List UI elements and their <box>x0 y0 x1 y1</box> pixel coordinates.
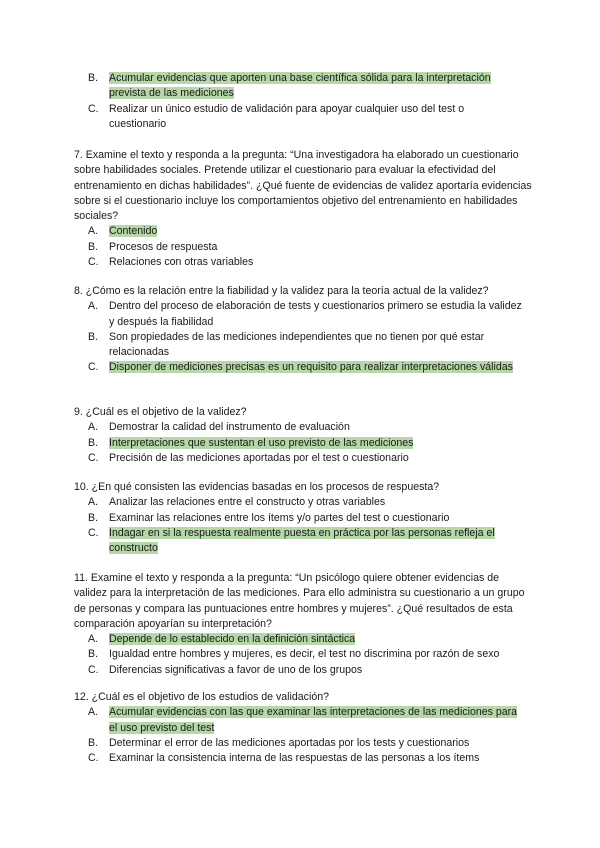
question-10 <box>74 480 534 556</box>
option-b: B. Interpretaciones que sustentan el uso previsto de las mediciones <box>88 436 414 449</box>
option-c: C. Relaciones con otras variables <box>88 256 254 269</box>
option-b: B. Examinar las relaciones entre los ítems y/o partes del test o cuestionario <box>88 511 450 524</box>
option-b: B. Procesos de respuesta <box>88 240 218 253</box>
option-b: B. Son propiedades de las mediciones independientes que no tienen por qué estar relacionadas <box>88 330 485 359</box>
option-b: B. Igualdad entre hombres y mujeres, es decir, el test no discrimina por razón de sexo <box>88 648 500 661</box>
option-a: A. Acumular evidencias con las que examinar las interpretaciones de las mediciones para el uso previsto del test <box>88 706 518 734</box>
correct-answer-highlight: Contenido <box>109 225 158 238</box>
correct-answer-highlight: Acumular evidencias con las que examinar las interpretaciones de las mediciones para el uso previsto del test <box>109 706 518 734</box>
options-list <box>74 705 534 766</box>
options-list <box>74 71 534 132</box>
correct-answer-highlight: Acumular evidencias que aporten una base científica sólida para la interpretación prevista de las mediciones <box>109 72 491 100</box>
question-8 <box>74 284 534 376</box>
option-c: C. Diferencias significativas a favor de uno de los grupos <box>88 663 363 676</box>
question-text: 10. ¿En qué consisten las evidencias basadas en los procesos de respuesta? <box>74 481 440 493</box>
options-list <box>74 420 534 466</box>
question-text: 12. ¿Cuál es el objetivo de los estudios de validación? <box>74 691 329 703</box>
question-text: 11. Examine el texto y responda a la pregunta: “Un psicólogo quiere obtener evidencias de validez para la interpretación de las mediciones. Para ello administra su cuestionario a un grupo de personas y compara las puntuaciones entre hombres y mujeres”. ¿Qué resultados de esta comparación apoyarían su interpretación? <box>74 572 525 630</box>
options-list <box>74 224 534 270</box>
question-11 <box>74 571 534 678</box>
question-7 <box>74 148 534 270</box>
question-text: 9. ¿Cuál es el objetivo de la validez? <box>74 406 247 418</box>
question-text: 7. Examine el texto y responda a la pregunta: “Una investigadora ha elaborado un cuestionario sobre habilidades sociales. Pretende utilizar el cuestionario para evaluar la efectividad del entrenamiento en dichas habilidades”. ¿Qué fuente de evidencias de validez aportaría evidencias sobre si el cuestionario incluye los comportamientos objetivo del entrenamiento en habilidades sociales? <box>74 149 532 223</box>
question-9 <box>74 405 534 466</box>
correct-answer-highlight: Disponer de mediciones precisas es un requisito para realizar interpretaciones válidas <box>109 361 513 374</box>
options-list <box>74 299 534 375</box>
correct-answer-highlight: Indagar en si la respuesta realmente puesta en práctica por las personas refleja el constructo <box>109 526 495 555</box>
options-list <box>74 632 534 678</box>
option-b: B. Acumular evidencias que aporten una base científica sólida para la interpretación prevista de las mediciones <box>88 72 491 100</box>
option-b: B. Determinar el error de las mediciones aportadas por los tests y cuestionarios <box>88 736 470 749</box>
option-c: C. Examinar la consistencia interna de las respuestas de las personas a los ítems <box>88 752 480 765</box>
option-a: A. Analizar las relaciones entre el constructo y otras variables <box>88 496 386 509</box>
options-list <box>74 495 534 556</box>
correct-answer-highlight: Interpretaciones que sustentan el uso previsto de las mediciones <box>109 436 414 449</box>
option-a: A. Demostrar la calidad del instrumento de evaluación <box>88 421 350 434</box>
correct-answer-highlight: Depende de lo establecido en la definición sintáctica <box>109 633 356 646</box>
option-a: A. Dentro del proceso de elaboración de tests y cuestionarios primero se estudia la validez y después la fiabilidad <box>88 300 522 328</box>
option-c: C. Indagar en si la respuesta realmente puesta en práctica por las personas refleja el constructo <box>88 526 495 555</box>
option-c: C. Precisión de las mediciones aportadas por el test o cuestionario <box>88 451 409 464</box>
option-c: C. Disponer de mediciones precisas es un requisito para realizar interpretaciones válidas <box>88 361 513 374</box>
option-a: A. Depende de lo establecido en la definición sintáctica <box>88 633 356 646</box>
question-12 <box>74 690 534 766</box>
question-text: 8. ¿Cómo es la relación entre la fiabilidad y la validez para la teoría actual de la validez? <box>74 285 489 297</box>
option-a: A. Contenido <box>88 225 158 238</box>
question-6-tail <box>74 71 534 132</box>
option-c: C. Realizar un único estudio de validación para apoyar cualquier uso del test o cuestionario <box>88 102 465 130</box>
